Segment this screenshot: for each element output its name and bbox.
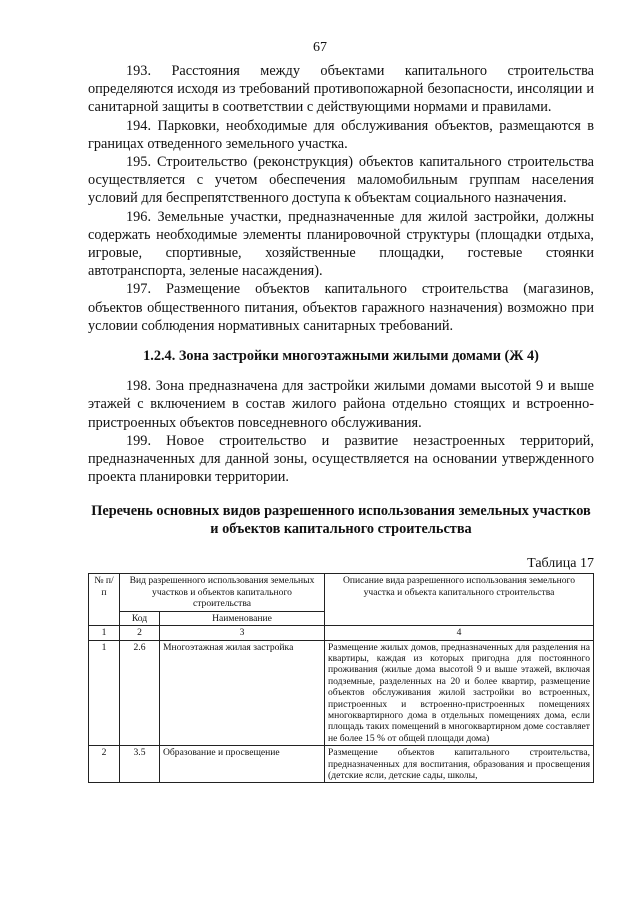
- paragraph-197: 197. Размещение объектов капитального строительства (магазинов, объектов общественного питания, объектов гаражного назначения) возможно при условии соблюдения нормативных санитарных требований.: [88, 281, 594, 334]
- row-name: Многоэтажная жилая застройка: [160, 640, 325, 746]
- header-name: Наименование: [160, 611, 325, 625]
- table-header-row: [89, 574, 594, 611]
- paragraph-193: 193. Расстояния между объектами капитального строительства определяются исходя из требований противопожарной безопасности, инсоляции и санитарной защиты в соответствии с действующими нормами и правилами.: [88, 63, 594, 116]
- page-number: 67: [313, 40, 327, 55]
- row-name: Образование и просвещение: [160, 746, 325, 783]
- paragraph-195: 195. Строительство (реконструкция) объектов капитального строительства осуществляется с учетом обеспечения маломобильным группам населения условий для беспрепятственного доступа к объектам социального назначения.: [88, 154, 594, 207]
- table-caption: Таблица 17: [527, 556, 594, 572]
- row-number: 1: [89, 640, 120, 746]
- numbering-cell: 1: [89, 626, 120, 640]
- header-code: Код: [120, 611, 160, 625]
- header-number: № п/п: [89, 574, 120, 626]
- numbering-cell: 2: [120, 626, 160, 640]
- row-code: 2.6: [120, 640, 160, 746]
- paragraph-194: 194. Парковки, необходимые для обслуживания объектов, размещаются в границах отведенного земельного участка.: [88, 117, 594, 152]
- header-description: Описание вида разрешенного использования земельного участка и объекта капитального строительства: [325, 574, 594, 626]
- paragraph-198: 198. Зона предназначена для застройки жилыми домами высотой 9 и выше этажей с включением в состав жилого района отдельно стоящих и встроенно-пристроенных объектов повседневного обслуживания.: [88, 378, 594, 431]
- paragraph-196: 196. Земельные участки, предназначенные для жилой застройки, должны содержать необходимые элементы планировочной структуры (площадки отдыха, игровые, спортивные, хозяйственные площадки, гостевые стоянки автотранспорта, зеленые насаждения).: [88, 208, 594, 280]
- section-heading: 1.2.4. Зона застройки многоэтажными жилыми домами (Ж 4): [143, 348, 539, 365]
- row-number: 2: [89, 746, 120, 783]
- table-heading: Перечень основных видов разрешенного использования земельных участков и объектов капитального строительства: [91, 503, 591, 538]
- row-description: Размещение объектов капитального строительства, предназначенных для воспитания, образования и просвещения (детские ясли, детские сады, школы,: [325, 746, 594, 783]
- document-body: [88, 62, 594, 783]
- paragraph-199: 199. Новое строительство и развитие незастроенных территорий, предназначенных для данной зоны, осуществляется на основании утвержденного проекта планировки территории.: [88, 432, 594, 486]
- row-description: Размещение жилых домов, предназначенных для разделения на квартиры, каждая из которых пригодна для постоянного проживания (жилые дома высотой 9 и выше этажей, включая подземные, разделенных на 20 и более квартир, размещение объектов обслуживания жилой застройки во встроенных, пристроенных и встроенно-пристроенных помещениях многоквартирного дома в отдельных помещениях дома, если площадь таких помещений в многоквартирном доме составляет не более 15 % от общей площади дома): [325, 640, 594, 746]
- table-row: [89, 746, 594, 783]
- table-numbering-row: [89, 626, 594, 640]
- header-use-type: Вид разрешенного использования земельных участков и объектов капитального строительства: [120, 574, 325, 611]
- permitted-use-table: [88, 573, 594, 783]
- numbering-cell: 4: [325, 626, 594, 640]
- row-code: 3.5: [120, 746, 160, 783]
- numbering-cell: 3: [160, 626, 325, 640]
- table-row: [89, 640, 594, 746]
